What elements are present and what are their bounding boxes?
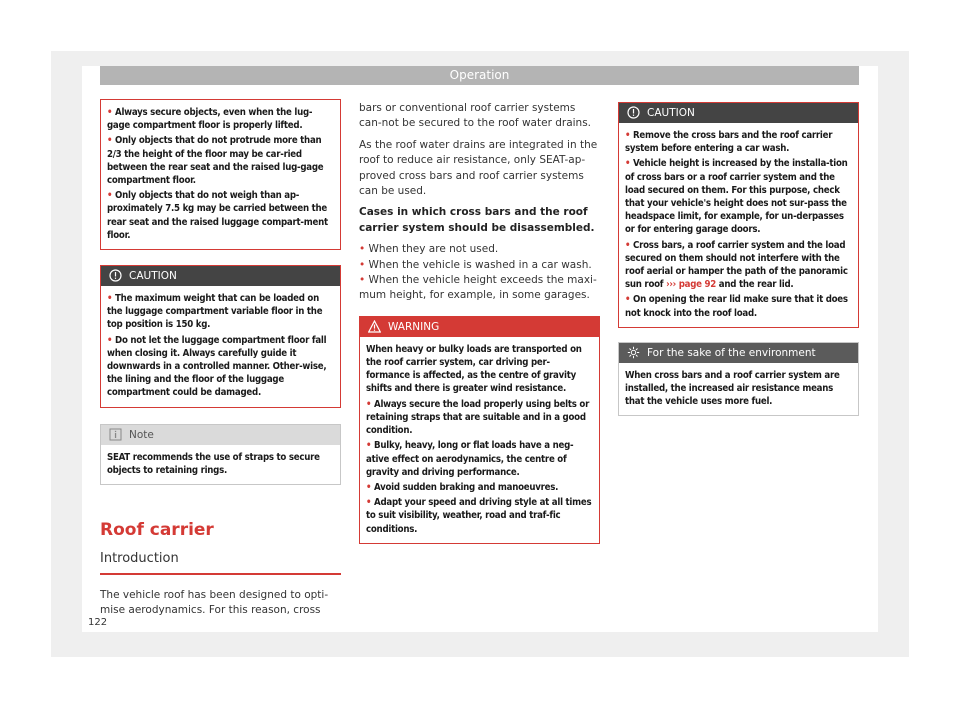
caution-icon bbox=[109, 269, 122, 282]
list-item: • Cross bars, a roof carrier system and the load secured on them should not interfere with the roof aerial or hamper the path of the panoramic sun roof ››› page 92 and the rear lid. bbox=[625, 239, 848, 291]
list-item: • When the vehicle is washed in a car wash. bbox=[359, 258, 592, 271]
caution-title: CAUTION bbox=[129, 270, 177, 283]
warning-triangle-icon bbox=[368, 320, 381, 333]
caution-box bbox=[100, 265, 341, 408]
intro-paragraph: The vehicle roof has been designed to opti-mise aerodynamics. For this reason, cross bbox=[100, 589, 329, 617]
environment-text: When cross bars and a roof carrier system are installed, the increased air resistance means that the vehicle uses more fuel. bbox=[625, 369, 840, 408]
caution-box bbox=[618, 102, 859, 328]
info-icon bbox=[109, 428, 122, 441]
paragraph: bars or conventional roof carrier systems can-not be secured to the roof water drains. bbox=[359, 102, 592, 130]
roof-carrier-section bbox=[100, 520, 341, 619]
list-item: • Only objects that do not protrude more than 2/3 the height of the floor may be car-ried between the rear seat and the raised lug-gage compartment floor. bbox=[107, 135, 324, 187]
list-item: • Adapt your speed and driving style at all times to suit visibility, weather, road and traf-fic conditions. bbox=[366, 497, 592, 535]
column-left bbox=[100, 99, 341, 625]
page-number: 122 bbox=[88, 617, 108, 628]
caution-title: CAUTION bbox=[647, 107, 695, 119]
note-header bbox=[101, 425, 340, 445]
paragraph: As the roof water drains are integrated in the roof to reduce air resistance, only SEAT-ap-proved cross bars and roof carrier systems can be used. bbox=[359, 138, 598, 198]
section-header: Operation bbox=[100, 66, 859, 85]
section-divider bbox=[100, 573, 341, 575]
list-item: • Vehicle height is increased by the installa-tion of cross bars or a roof carrier system and the load secured on them. For this purpose, check that your vehicle's height does not sur-pass the headspace limit, for example, for un-derpasses or for entering garage doors. bbox=[625, 158, 848, 236]
list-item: • The maximum weight that can be loaded on the luggage compartment variable floor in the top position is 150 kg. bbox=[107, 293, 323, 331]
environment-title: For the sake of the environment bbox=[647, 346, 816, 359]
list-item: • Always secure objects, even when the lug-gage compartment floor is properly lifted. bbox=[107, 107, 313, 132]
caution-header bbox=[619, 103, 858, 123]
environment-box bbox=[618, 342, 859, 417]
warning-box bbox=[359, 316, 600, 544]
list-item: • Avoid sudden braking and manoeuvres. bbox=[366, 481, 559, 493]
caution-header bbox=[101, 266, 340, 286]
note-text: SEAT recommends the use of straps to secure objects to retaining rings. bbox=[107, 451, 320, 476]
list-item: • When the vehicle height exceeds the maxi-mum height, for example, in some garages. bbox=[359, 274, 597, 302]
list-item: • Only objects that do not weigh than ap-proximately 7.5 kg may be carried between the rear seat and the raised luggage compart-ment floor. bbox=[107, 190, 328, 241]
note-box bbox=[100, 424, 341, 485]
warning-intro: When heavy or bulky loads are transported on the roof carrier system, car driving per-formance is affected, as the centre of gravity shifts and there is greater wind resistance. bbox=[366, 343, 582, 395]
section-subtitle: Introduction bbox=[100, 551, 179, 567]
warning-continued-box bbox=[100, 99, 341, 250]
list-item: • Bulky, heavy, long or flat loads have a neg-ative effect on aerodynamics, the centre of gravity and driving performance. bbox=[366, 440, 574, 478]
list-item: • Do not let the luggage compartment floor fall when closing it. Always carefully guide it downwards in a controlled manner. Other-wise, the lining and the floor of the luggage compartment could be damaged. bbox=[107, 334, 327, 399]
note-title: Note bbox=[129, 428, 154, 441]
list-item: • On opening the rear lid make sure that it does not knock into the roof load. bbox=[625, 294, 848, 319]
leaf-icon bbox=[627, 346, 640, 359]
list-item: • Remove the cross bars and the roof carrier system before entering a car wash. bbox=[625, 130, 833, 155]
column-middle bbox=[359, 101, 600, 544]
caution-icon bbox=[627, 106, 640, 119]
warning-title: WARNING bbox=[388, 320, 440, 333]
page-link[interactable]: ››› page 92 bbox=[666, 279, 717, 291]
list-item: • Always secure the load properly using belts or retaining straps that are suitable and in a good condition. bbox=[366, 398, 590, 437]
column-right bbox=[618, 102, 859, 416]
list-item: • When they are not used. bbox=[359, 243, 499, 256]
section-title: Roof carrier bbox=[100, 520, 214, 541]
warning-header bbox=[360, 317, 599, 337]
paragraph-heading: Cases in which cross bars and the roof carrier system should be disassembled. bbox=[359, 206, 595, 234]
environment-header bbox=[619, 343, 858, 363]
